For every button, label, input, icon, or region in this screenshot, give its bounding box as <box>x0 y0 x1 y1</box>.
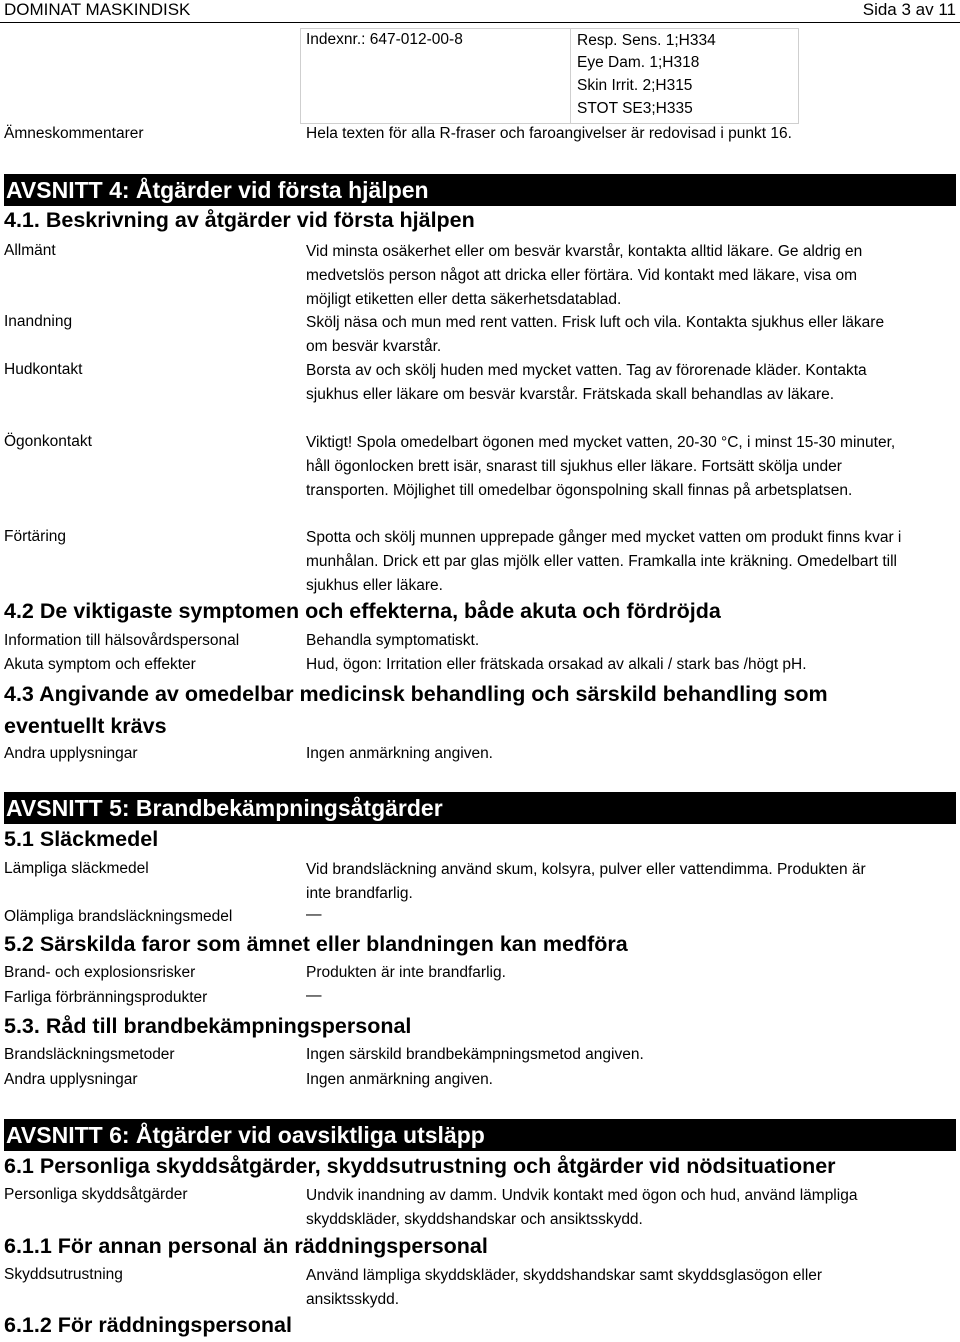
methods-value: Ingen särskild brandbekämpningsmetod angiven. <box>306 1046 644 1063</box>
methods-label: Brandsläckningsmetoder <box>4 1046 175 1063</box>
combustion-label: Farliga förbränningsprodukter <box>4 989 208 1006</box>
other-info-value: Ingen anmärkning angiven. <box>306 745 493 762</box>
equipment-label: Skyddsutrustning <box>4 1266 123 1283</box>
symptom-value: Behandla symptomatiskt. <box>306 632 480 649</box>
subsection-4-3: 4.3 Angivande av omedelbar medicinsk behandling och särskild behandling som eventuellt krävs <box>4 682 828 738</box>
first-aid-label: Inandning <box>4 313 73 330</box>
symptom-value: Hud, ögon: Irritation eller frätskada orsakad av alkali / stark bas /högt pH. <box>306 656 807 673</box>
substance-comment-value: Hela texten för alla R-fraser och faroangivelser är redovisad i punkt 16. <box>306 125 792 142</box>
personal-protection-label: Personliga skyddsåtgärder <box>4 1186 188 1203</box>
table-border <box>300 28 301 124</box>
symptom-label: Information till hälsovårdspersonal <box>4 632 240 649</box>
section-4-heading: AVSNITT 4: Åtgärder vid första hjälpen <box>4 174 956 206</box>
first-aid-label: Hudkontakt <box>4 361 83 378</box>
unsuitable-media-label: Olämpliga brandsläckningsmedel <box>4 908 233 925</box>
classification-code: Skin Irrit. 2;H315 <box>577 77 693 94</box>
company-name: DOMINAT MASKINDISK <box>4 0 191 19</box>
fire-risk-value: Produkten är inte brandfarlig. <box>306 964 506 981</box>
personal-protection-value: Undvik inandning av damm. Undvik kontakt med ögon och hud, använd lämpliga skyddskläder, skyddshandskar och ansiktsskydd. <box>306 1187 858 1228</box>
classification-code: Eye Dam. 1;H318 <box>577 54 700 71</box>
subsection-4-2: 4.2 De viktigaste symptomen och effekterna, både akuta och fördröjda <box>4 599 721 623</box>
symptom-label: Akuta symptom och effekter <box>4 656 196 673</box>
substance-comment-label: Ämneskommentarer <box>4 125 144 142</box>
table-border <box>570 28 571 124</box>
table-border <box>300 123 799 124</box>
first-aid-value: Spotta och skölj munnen upprepade gånger med mycket vatten om produkt finns kvar i munhålan. Drick ett par glas mjölk eller vatten. Framkalla inte kräkning. Omedelbart till sjukhus eller läkare. <box>306 529 902 594</box>
subsection-6-1-1: 6.1.1 För annan personal än räddningspersonal <box>4 1234 488 1258</box>
header-divider <box>0 22 960 23</box>
unsuitable-media-value: — <box>306 906 322 923</box>
combustion-value: — <box>306 987 322 1004</box>
table-border <box>798 28 799 124</box>
first-aid-value: Vid minsta osäkerhet eller om besvär kvarstår, kontakta alltid läkare. Ge aldrig en medvetslös person något att dricka eller förtära. Vid kontakt med läkare, visa om möjligt etiketten eller detta säkerhetsdatablad. <box>306 243 863 308</box>
index-number: Indexnr.: 647-012-00-8 <box>306 31 463 48</box>
subsection-5-1: 5.1 Släckmedel <box>4 827 159 851</box>
subsection-5-2: 5.2 Särskilda faror som ämnet eller blandningen kan medföra <box>4 932 628 956</box>
other-info-label: Andra upplysningar <box>4 1071 138 1088</box>
other-info-label: Andra upplysningar <box>4 745 138 762</box>
first-aid-label: Ögonkontakt <box>4 433 92 450</box>
classification-code: STOT SE3;H335 <box>577 100 693 117</box>
subsection-5-3: 5.3. Råd till brandbekämpningspersonal <box>4 1014 412 1038</box>
subsection-6-1: 6.1 Personliga skyddsåtgärder, skyddsutrustning och åtgärder vid nödsituationer <box>4 1154 836 1178</box>
section-6-heading: AVSNITT 6: Åtgärder vid oavsiktliga utsläpp <box>4 1119 956 1151</box>
equipment-value: Använd lämpliga skyddskläder, skyddshandskar samt skyddsglasögon eller ansiktsskydd. <box>306 1267 823 1308</box>
first-aid-label: Förtäring <box>4 528 67 545</box>
first-aid-label: Allmänt <box>4 242 56 259</box>
page-number: Sida 3 av 11 <box>862 0 956 19</box>
classification-code: Resp. Sens. 1;H334 <box>577 32 716 49</box>
subsection-4-1: 4.1. Beskrivning av åtgärder vid första hjälpen <box>4 208 475 232</box>
subsection-6-1-2: 6.1.2 För räddningspersonal <box>4 1313 292 1337</box>
section-5-heading: AVSNITT 5: Brandbekämpningsåtgärder <box>4 792 956 824</box>
first-aid-value: Borsta av och skölj huden med mycket vatten. Tag av förorenade kläder. Kontakta sjukhus eller läkare om besvär kvarstår. Frätskada skall behandlas av läkare. <box>306 362 867 403</box>
other-info-value: Ingen anmärkning angiven. <box>306 1071 493 1088</box>
first-aid-value: Viktigt! Spola omedelbart ögonen med mycket vatten, 20-30 °C, i minst 15-30 minuter, håll ögonlocken brett isär, snarast till sjukhus eller läkare. Fortsätt skölja under transporten. Möjlighet till omedelbar ögonspolning skall finnas på arbetsplatsen. <box>306 434 896 499</box>
suitable-media-label: Lämpliga släckmedel <box>4 860 149 877</box>
first-aid-value: Skölj näsa och mun med rent vatten. Frisk luft och vila. Kontakta sjukhus eller läkare om besvär kvarstår. <box>306 314 885 355</box>
table-border <box>300 28 799 29</box>
suitable-media-value: Vid brandsläckning använd skum, kolsyra, pulver eller vattendimma. Produkten är inte brandfarlig. <box>306 861 866 902</box>
fire-risk-label: Brand- och explosionsrisker <box>4 964 196 981</box>
